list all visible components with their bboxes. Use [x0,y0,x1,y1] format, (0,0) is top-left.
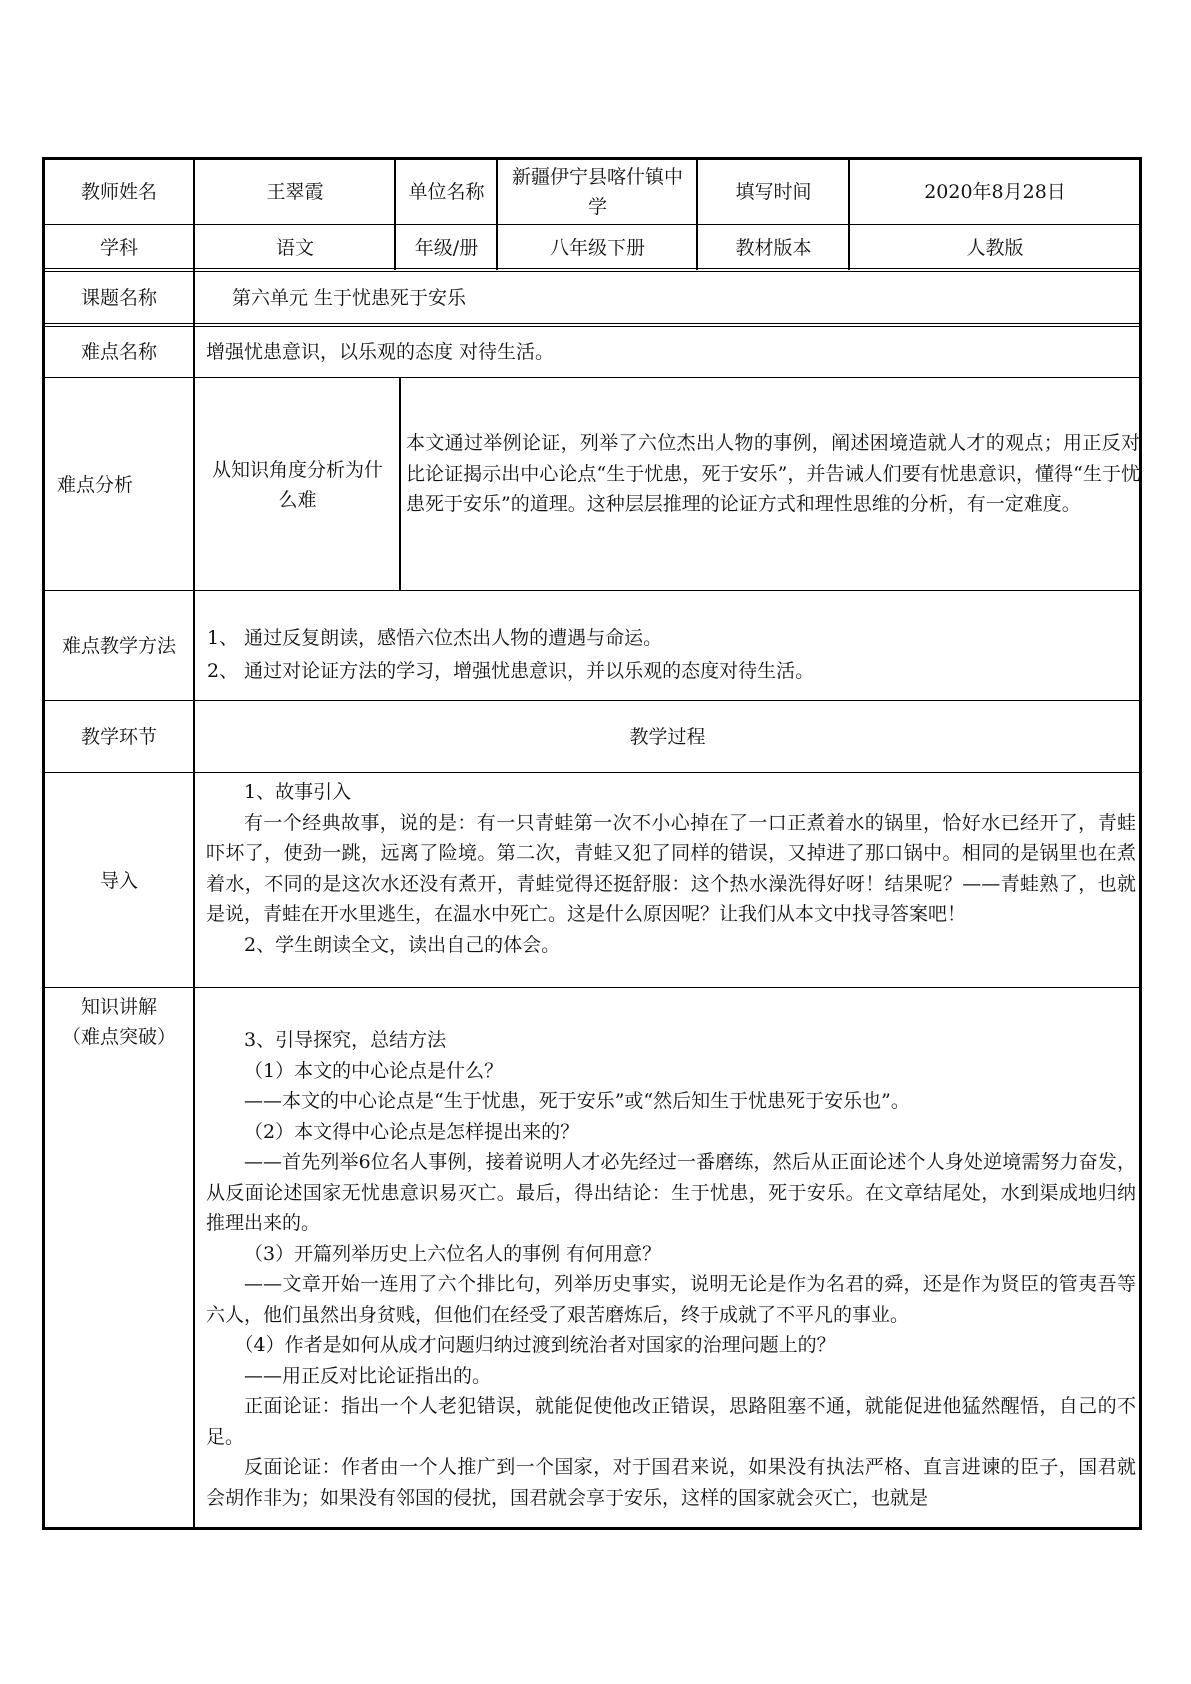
column-divider [496,157,498,270]
column-divider [399,378,401,590]
row-divider [42,987,1142,988]
difficulty-value: 增强忧患意识，以乐观的态度 对待生活。 [206,341,555,363]
process-header: 教学过程 [629,726,706,748]
intro-heading: 1、故事引入 [244,781,352,803]
answer-1: ——本文的中心论点是“生于忧患，死于安乐”或“然后知生于忧患死于安乐也”。 [244,1090,910,1112]
edition-value: 人教版 [966,236,1024,259]
grade-label: 年级/册 [414,236,479,259]
subject-value: 语文 [275,236,314,259]
column-divider [848,157,850,270]
knowledge-label [45,992,193,1052]
question-2: （2）本文得中心论点是怎样提出来的？ [244,1120,580,1143]
answer-4: ——用正反对比论证指出的。 [244,1364,492,1387]
column-divider [193,157,195,1530]
method-item: 1、 通过反复朗读，感悟六位杰出人物的遭遇与命运。 [207,627,663,649]
knowledge-heading: 3、引导探究，总结方法 [244,1029,447,1051]
negative-argument: 反面论证：作者由一个人推广到一个国家，对于国君来说，如果没有执法严格、直言进谏的臣子，国君就会胡作非为；如果没有邻国的侵扰，国君就会享于安乐，这样的国家就会灭亡，也就是 [206,1456,1136,1509]
row-divider [42,590,1142,591]
knowledge-label-line2: （难点突破） [61,1026,176,1048]
topic-value: 第六单元 生于忧患死于安乐 [232,286,467,309]
topic-label: 课题名称 [80,286,157,309]
positive-argument: 正面论证：指出一个人老犯错误，就能促使他改正错误，思路阻塞不通，就能促进他猛然醒悟，自己的不足。 [206,1395,1136,1448]
analysis-label: 难点分析 [56,473,133,496]
answer-2: ——首先列举6位名人事例，接着说明人才必先经过一番磨练，然后从正面论述个人身处逆境需努力奋发，从反面论述国家无忧患意识易灭亡。最后，得出结论：生于忧患，死于安乐。在文章结尾处，水到渠成地归纳推理出来的。 [206,1151,1136,1234]
answer-3: ——文章开始一连用了六个排比句，列举历史事实，说明无论是作为名君的舜，还是作为贤臣的管夷吾等六人，他们虽然出身贫贱，但他们在经受了艰苦磨炼后，终于成就了不平凡的事业。 [206,1273,1136,1326]
knowledge-content [206,1025,1136,1513]
knowledge-label-line1: 知识讲解 [80,996,157,1018]
column-divider [394,157,396,270]
subject-label: 学科 [99,236,138,259]
intro-label: 导入 [99,869,138,892]
row-divider [42,700,1142,701]
analysis-text: 本文通过举例论证，列举了六位杰出人物的事例，阐述困境造就人才的观点；用正反对比论证揭示出中心论点“生于忧患，死于安乐”，并告诫人们要有忧患意识，懂得“生于忧患死于安乐”的道理。这种层层推理的论证方式和理性思维的分析，有一定难度。 [406,432,1140,515]
question-4: （4）作者是如何从成才问题归纳过渡到统治者对国家的治理问题上的？ [234,1334,836,1356]
question-1: （1）本文的中心论点是什么？ [244,1059,504,1082]
column-divider [696,157,698,270]
teacher-name: 王翠霞 [266,181,324,203]
teacher-label: 教师姓名 [80,181,157,203]
row-divider [42,772,1142,773]
analysis-sub-label: 从知识角度分析为什么难 [211,458,383,511]
date-value: 2020年8月28日 [924,181,1066,203]
method-item: 2、 通过对论证方法的学习，增强忧患意识，并以乐观的态度对待生活。 [207,660,815,682]
row-divider [42,377,1142,378]
unit-label: 单位名称 [408,181,485,203]
row-divider [42,224,1142,225]
intro-story: 有一个经典故事，说的是：有一只青蛙第一次不小心掉在了一口正煮着水的锅里，恰好水已经开了，青蛙吓坏了，使劲一跳，远离了险境。第二次，青蛙又犯了同样的错误，又掉进了那口锅中。相同的是锅里也在煮着水，不同的是这次水还没有煮开，青蛙觉得还挺舒服：这个热水澡洗得好呀！结果呢？——青蛙熟了，也就是说，青蛙在开水里逃生，在温水中死亡。这是什么原因呢？让我们从本文中找寻答案吧！ [206,811,1136,925]
intro-content [206,777,1136,960]
edition-label: 教材版本 [735,236,812,259]
grade-value: 八年级下册 [549,236,645,259]
date-label: 填写时间 [735,181,812,203]
methods-label: 难点教学方法 [61,635,176,657]
question-3: （3）开篇列举历史上六位名人的事例 有何用意？ [244,1242,662,1265]
intro-step2: 2、学生朗读全文，读出自己的体会。 [244,933,561,956]
stage-header: 教学环节 [80,726,157,748]
difficulty-label: 难点名称 [80,341,157,363]
methods-list [207,622,1137,688]
unit-name: 新疆伊宁县喀什镇中学 [511,166,683,218]
